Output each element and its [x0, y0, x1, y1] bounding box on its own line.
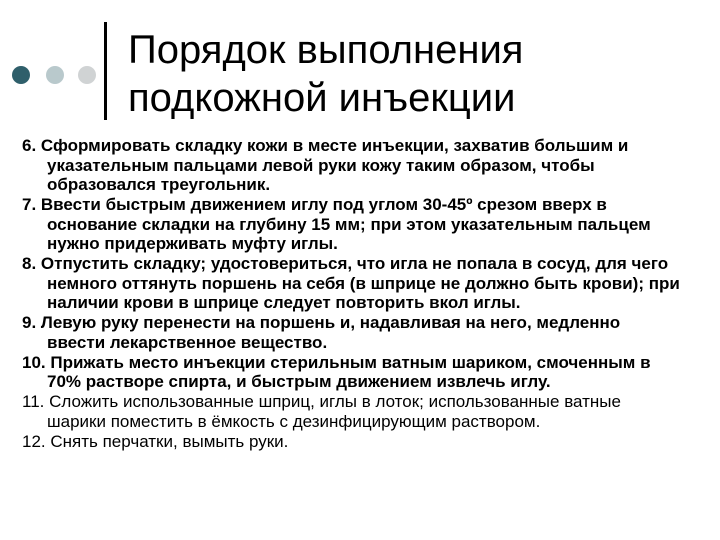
step-7: 7. Ввести быстрым движением иглу под углом 30-45º срезом вверх в основание складки на глубину 15 мм; при этом указательным пальцем нужно придерживать муфту иглы. [22, 195, 651, 253]
title-divider [104, 22, 107, 120]
dot-light [46, 66, 64, 84]
dot-dark [12, 66, 30, 84]
step-10: 10. Прижать место инъекции стерильным ватным шариком, смоченным в 70% растворе спирта, и быстрым движением извлечь иглу. [22, 352, 651, 391]
dot-lighter [78, 66, 96, 84]
step-11: 11. Сложить использованные шприц, иглы в лоток; использованные ватные шарики поместить в ёмкость с дезинфицирующим раствором. [22, 392, 621, 431]
step-6: 6. Сформировать складку кожи в месте инъекции, захватив большим и указательным пальцами левой руки кожу таким образом, чтобы образовался треугольник. [22, 136, 629, 194]
decorative-dots [8, 66, 100, 84]
steps-list [22, 136, 682, 452]
slide-title-line-2: подкожной инъекции [128, 76, 516, 120]
step-9: 9. Левую руку перенести на поршень и, надавливая на него, медленно ввести лекарственное вещество. [22, 313, 621, 352]
step-8: 8. Отпустить складку; удостовериться, что игла не попала в сосуд, для чего немного оттянуть поршень на себя (в шприце не должно быть крови); при наличии крови в шприце следует повторить вкол иглы. [22, 254, 680, 312]
slide-title-line-1: Порядок выполнения [128, 28, 524, 72]
step-12: 12. Снять перчатки, вымыть руки. [22, 431, 289, 451]
slide-title [128, 26, 688, 122]
